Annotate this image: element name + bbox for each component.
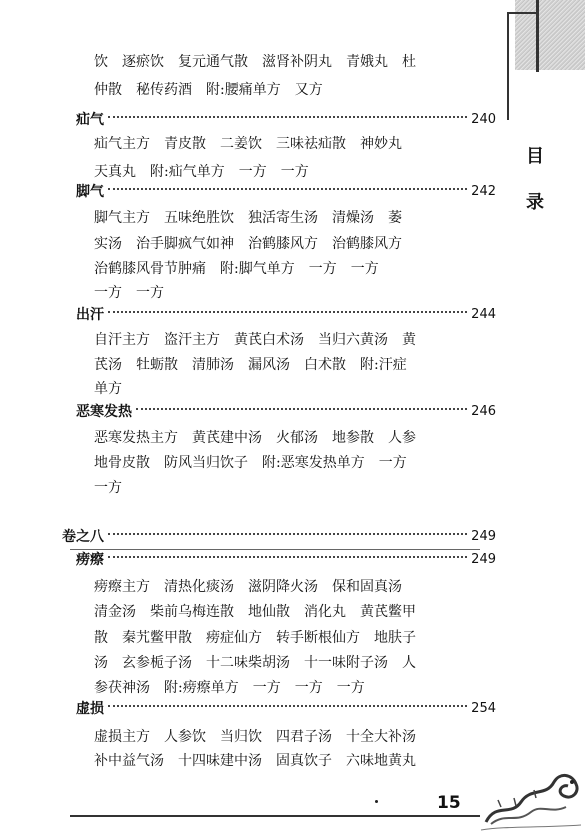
dot-leader: [108, 705, 467, 707]
toc-page-number: 249: [471, 551, 496, 567]
speck: [375, 800, 378, 803]
toc-entry-line: 恶寒发热主方 黄芪建中汤 火郁汤 地参散 人参: [94, 430, 416, 446]
toc-entry-line: 疝气主方 青皮散 二姜饮 三味祛疝散 神妙丸: [94, 136, 402, 152]
toc-page-number: 240: [471, 111, 496, 127]
toc-heading-title: 疝气: [76, 112, 104, 128]
toc-heading: [76, 109, 496, 129]
toc-entry-line: 虚损主方 人参饮 当归饮 四君子汤 十全大补汤: [94, 729, 416, 745]
corner-decoration: [515, 0, 585, 70]
page-number: 15: [437, 793, 461, 813]
toc-entry-line: 痨瘵主方 清热化痰汤 滋阴降火汤 保和固真汤: [94, 579, 402, 595]
toc-page-number: 242: [471, 183, 496, 199]
toc-heading: [76, 304, 496, 324]
toc-entry-line: 汤 玄参栀子汤 十二味柴胡汤 十一味附子汤 人: [94, 655, 416, 671]
dot-leader: [108, 533, 467, 535]
toc-heading-title: 脚气: [76, 184, 104, 200]
toc-heading: [62, 526, 496, 546]
dot-leader: [136, 408, 467, 410]
toc-entry-line: 芪汤 牡蛎散 清肺汤 漏风汤 白术散 附:汗症: [94, 357, 407, 373]
dot-leader: [108, 311, 467, 313]
dot-leader: [108, 188, 467, 190]
toc-entry-line: 参茯神汤 附:痨瘵单方 一方 一方 一方: [94, 680, 365, 696]
side-title-char: 录: [526, 192, 544, 213]
toc-heading: [76, 181, 496, 201]
toc-entry-line: 一方: [94, 480, 122, 496]
toc-entry-line: 单方: [94, 381, 122, 397]
toc-entry-line: 自汗主方 盗汗主方 黄芪白术汤 当归六黄汤 黄: [94, 332, 416, 348]
toc-heading-title: 出汗: [76, 307, 104, 323]
footer-rule: [70, 815, 480, 817]
toc-entry-line: 实汤 治手脚疯气如神 治鹤膝风方 治鹤膝风方: [94, 236, 402, 252]
section-divider: [70, 549, 480, 550]
toc-heading-title: 卷之八: [62, 529, 104, 545]
toc-entry-line: 脚气主方 五味绝胜饮 独活寄生汤 清燥汤 萎: [94, 210, 402, 226]
toc-heading-title: 虚损: [76, 701, 104, 717]
toc-entry-line: 饮 逐瘀饮 复元通气散 滋肾补阴丸 青娥丸 杜: [94, 54, 416, 70]
toc-entry-line: 天真丸 附:疝气单方 一方 一方: [94, 164, 309, 180]
border-line: [536, 0, 539, 72]
toc-entry-line: 散 秦艽鳖甲散 痨症仙方 转手断根仙方 地肤子: [94, 630, 416, 646]
toc-heading-title: 痨瘵: [76, 552, 104, 568]
toc-entry-line: 一方 一方: [94, 285, 164, 301]
border-line: [507, 12, 509, 120]
toc-entry-line: 治鹤膝风骨节肿痛 附:脚气单方 一方 一方: [94, 261, 379, 277]
dot-leader: [108, 116, 467, 118]
toc-page-number: 249: [471, 528, 496, 544]
toc-heading: [76, 698, 496, 718]
toc-heading: [76, 549, 496, 569]
dot-leader: [108, 556, 467, 558]
toc-entry-line: 清金汤 柴前乌梅连散 地仙散 消化丸 黄芪鳖甲: [94, 604, 416, 620]
side-title: [520, 134, 550, 226]
toc-page-number: 246: [471, 403, 496, 419]
toc-entry-line: 仲散 秘传药酒 附:腰痛单方 又方: [94, 82, 323, 98]
toc-page-number: 244: [471, 306, 496, 322]
border-line: [507, 12, 539, 14]
toc-entry-line: 补中益气汤 十四味建中汤 固真饮子 六味地黄丸: [94, 753, 416, 769]
toc-heading: [76, 401, 496, 421]
dragon-ornament-icon: [476, 762, 585, 832]
toc-heading-title: 恶寒发热: [76, 404, 132, 420]
toc-entry-line: 地骨皮散 防风当归饮子 附:恶寒发热单方 一方: [94, 455, 407, 471]
toc-page-number: 254: [471, 700, 496, 716]
side-title-char: 目: [526, 146, 544, 167]
